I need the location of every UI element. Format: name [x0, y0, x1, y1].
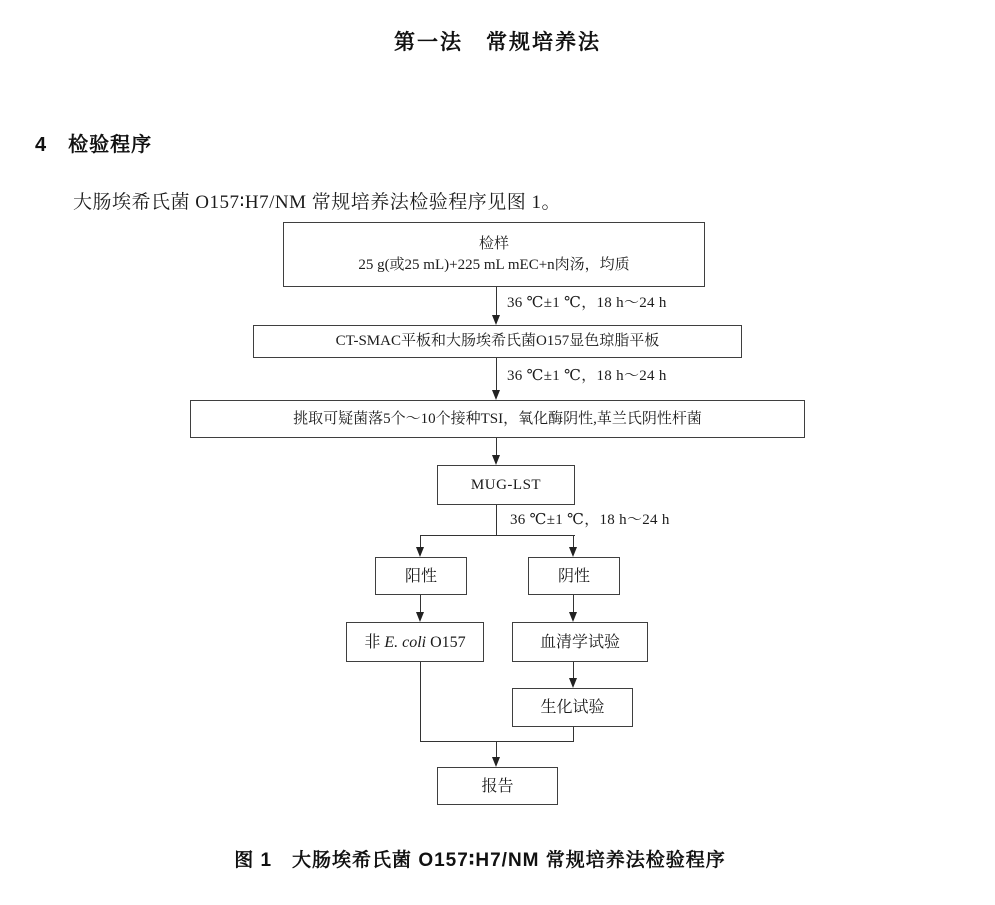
node-report [437, 767, 558, 805]
arrow-down-icon [492, 455, 500, 465]
edge-label-incubation-2: 36 ℃±1 ℃，18 h～24 h [507, 368, 667, 384]
edge-label-incubation-3: 36 ℃±1 ℃，18 h～24 h [510, 512, 670, 528]
node-serology-label: 血清学试验 [539, 633, 620, 651]
connector-line [496, 438, 497, 456]
figure-caption: 图 1 大肠埃希氏菌 O157∶H7/NM 常规培养法检验程序 [234, 850, 726, 871]
branch-line [420, 535, 575, 536]
node-plates-label: CT-SMAC平板和大肠埃希氏菌O157显色琼脂平板 [335, 333, 660, 349]
non-ecoli-species: E. coli [384, 633, 427, 651]
node-sample [283, 222, 705, 287]
connector-line [420, 662, 421, 742]
node-mug-lst [437, 465, 575, 505]
section-heading: 4 检验程序 [35, 134, 153, 156]
arrow-down-icon [569, 612, 577, 622]
non-ecoli-prefix: 非 [364, 633, 385, 651]
node-biochemical-label: 生化试验 [540, 699, 605, 716]
node-negative-label: 阴性 [557, 567, 590, 585]
connector-line [573, 727, 574, 742]
node-non-ecoli-o157 [346, 622, 484, 662]
edge-label-incubation-1: 36 ℃±1 ℃，18 h～24 h [507, 295, 667, 311]
connector-line [573, 662, 574, 679]
node-sample-title: 检样 [478, 235, 509, 252]
node-sample-detail: 25 g(或25 mL)+225 mL mEC+n肉汤，均质 [358, 256, 630, 273]
arrow-down-icon [492, 390, 500, 400]
node-report-label: 报告 [481, 777, 514, 795]
connector-line [573, 595, 574, 613]
node-biochemical [512, 688, 633, 727]
arrow-down-icon [569, 547, 577, 557]
arrow-down-icon [416, 547, 424, 557]
connector-line [496, 287, 497, 316]
arrow-down-icon [569, 678, 577, 688]
node-plates [253, 325, 742, 358]
connector-line [496, 505, 497, 536]
node-mug-lst-label: MUG-LST [470, 476, 542, 493]
arrow-down-icon [492, 757, 500, 767]
non-ecoli-suffix: O157 [426, 633, 466, 651]
node-pick-colonies [190, 400, 805, 438]
arrow-down-icon [416, 612, 424, 622]
intro-paragraph: 大肠埃希氏菌 O157∶H7/NM 常规培养法检验程序见图 1。 [73, 192, 562, 213]
node-negative [528, 557, 620, 595]
connector-line [420, 595, 421, 613]
connector-line [496, 741, 497, 758]
node-non-ecoli-o157-label [364, 632, 465, 653]
merge-line [420, 741, 574, 742]
node-serology [512, 622, 648, 662]
node-positive [375, 557, 467, 595]
node-pick-colonies-label: 挑取可疑菌落5个～10个接种TSI，氧化酶阴性,革兰氏阴性杆菌 [293, 410, 702, 427]
arrow-down-icon [492, 315, 500, 325]
node-positive-label: 阳性 [404, 567, 437, 585]
connector-line [496, 358, 497, 391]
method-title: 第一法 常规培养法 [394, 31, 601, 54]
